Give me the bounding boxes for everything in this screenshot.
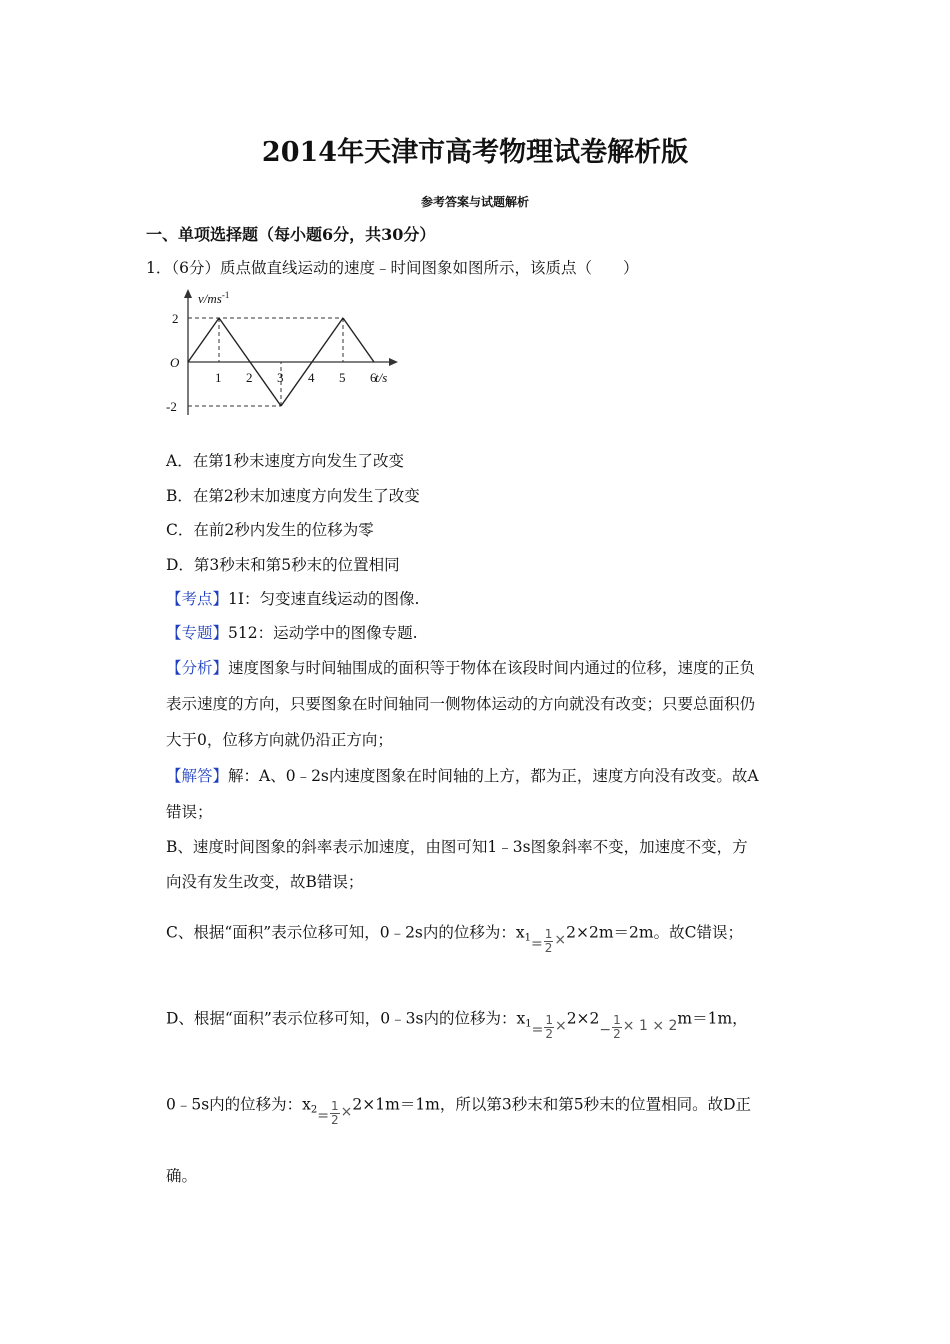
x-tick-label: 6 <box>370 370 377 385</box>
velocity-time-graph <box>162 285 412 415</box>
jieda-e-pre: 0﹣5s内的位移为：x <box>166 1095 311 1114</box>
y-tick-label: 2 <box>172 311 179 326</box>
x-axis-arrow <box>389 358 398 366</box>
fraction-half: $\frac{1}{2}$ <box>331 1099 339 1127</box>
jieda-c-sub: 1 <box>524 932 532 944</box>
jieda-d-post: m＝1m， <box>677 1009 748 1028</box>
x-tick-label: 4 <box>308 370 315 385</box>
math-equals: = <box>317 1107 330 1124</box>
jieda-a-line-2: 错误； <box>166 803 213 821</box>
kaodian-text: 1I：匀变速直线运动的图像. <box>228 590 420 608</box>
zhuanti-line <box>166 621 418 643</box>
option-b: B．在第2秒末加速度方向发生了改变 <box>166 487 420 505</box>
option-a: A．在第1秒末速度方向发生了改变 <box>166 452 405 470</box>
kaodian-tag: 【考点】 <box>166 590 229 608</box>
math-minus: − <box>599 1021 612 1038</box>
fraction-half: $\frac{1}{2}$ <box>544 927 553 955</box>
zhuanti-text: 512：运动学中的图像专题. <box>228 624 418 642</box>
math-times: × <box>340 1103 353 1120</box>
y-axis-arrow <box>184 289 192 298</box>
x-tick-label: 5 <box>339 370 346 385</box>
series-segment <box>343 318 374 362</box>
jieda-line-1 <box>166 764 759 786</box>
y-axis-label: $v/ms^{-1}$ <box>198 290 230 306</box>
kaodian-line <box>166 587 419 609</box>
jieda-a-text: 解：A、0﹣2s内速度图象在时间轴的上方，都为正，速度方向没有改变。故A <box>228 767 759 785</box>
math-equals: = <box>531 1021 544 1038</box>
series-segment <box>188 318 219 362</box>
jieda-d-line <box>166 1006 748 1041</box>
section-heading: 一、单项选择题（每小题6分，共30分） <box>146 225 436 244</box>
jieda-d-expr: × 1 × 2 <box>622 1017 678 1034</box>
fraction-half: $\frac{1}{2}$ <box>613 1013 621 1041</box>
jieda-b-line-1: B、速度时间图象的斜率表示加速度，由图可知1﹣3s图象斜率不变，加速度不变，方 <box>166 838 748 856</box>
jieda-b-line-2: 向没有发生改变，故B错误； <box>166 873 364 891</box>
fraction-half: $\frac{1}{2}$ <box>545 1013 553 1041</box>
fenxi-line-1 <box>166 656 755 678</box>
fenxi-text-3: 大于0，位移方向就仍沿正方向； <box>166 731 393 749</box>
math-equals: = <box>531 935 543 952</box>
jieda-e-post: 2×1m＝1m，所以第3秒末和第5秒末的位置相同。故D正 <box>352 1095 752 1114</box>
math-times: × <box>554 1017 567 1034</box>
page-title: 2014年天津市高考物理试卷解析版 <box>261 137 689 168</box>
x-axis-label: t/s <box>375 370 388 385</box>
option-c: C．在前2秒内发生的位移为零 <box>166 521 374 539</box>
option-d: D．第3秒末和第5秒末的位置相同 <box>166 556 400 574</box>
jieda-c-line <box>166 920 743 955</box>
origin-label: O <box>170 355 180 370</box>
x-tick-label: 2 <box>246 370 253 385</box>
jieda-c-pre: C、根据“面积”表示位移可知，0﹣2s内的位移为：x <box>166 923 525 942</box>
jieda-tag: 【解答】 <box>166 767 229 785</box>
x-tick-label: 1 <box>215 370 222 385</box>
jieda-e-sub: 2 <box>310 1104 318 1116</box>
zhuanti-tag: 【专题】 <box>166 624 229 642</box>
x-tick-label: 3 <box>277 370 284 385</box>
jieda-d-sub: 1 <box>525 1018 532 1030</box>
y-tick-label: -2 <box>166 399 177 414</box>
fenxi-text-2: 表示速度的方向，只要图象在时间轴同一侧物体运动的方向就没有改变；只要总面积仍 <box>166 695 756 713</box>
question-text: （6分）质点做直线运动的速度﹣时间图象如图所示，该质点（ ） <box>171 259 639 277</box>
question-number: 1． <box>146 259 172 277</box>
jieda-e-line <box>166 1092 752 1127</box>
page-subtitle: 参考答案与试题解析 <box>420 195 529 209</box>
jieda-c-post: 2×2m＝2m。故C错误； <box>566 923 743 942</box>
math-times: × <box>554 931 567 948</box>
fenxi-text-1: 速度图象与时间轴围成的面积等于物体在该段时间内通过的位移，速度的正负 <box>228 659 756 677</box>
jieda-e-line-2: 确。 <box>166 1167 198 1185</box>
jieda-d-pre: D、根据“面积”表示位移可知，0﹣3s内的位移为：x <box>166 1009 526 1028</box>
question-stem <box>146 256 639 278</box>
fenxi-tag: 【分析】 <box>166 659 229 677</box>
jieda-d-mid: 2×2 <box>566 1009 600 1028</box>
